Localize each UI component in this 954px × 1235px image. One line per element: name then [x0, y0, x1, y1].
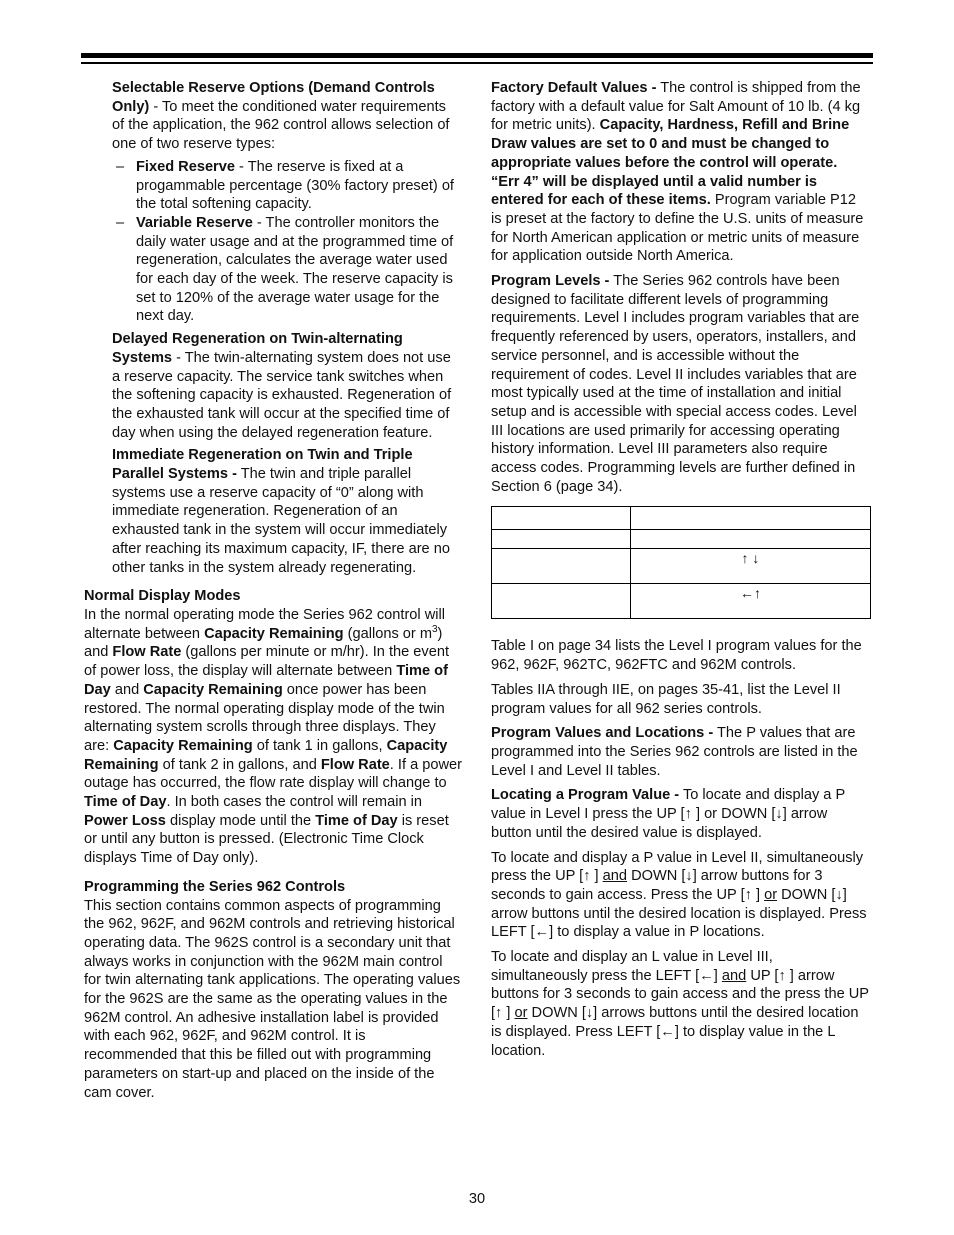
program-values-text: The P values that are programmed into the Series 962 controls are listed in the Level I and Level II tables. — [491, 725, 858, 779]
list-dash: – — [116, 158, 125, 175]
table-cell — [631, 507, 871, 530]
immediate-regeneration-title: Immediate Regeneration on Twin and Triple Parallel Systems - — [112, 447, 413, 483]
delayed-regeneration-text: - The twin-alternating system does not use a reserve capacity. The service tank switches when the softening capacity is exhausted. Regeneration of the exhausted tank will occur at the specified time of day when using the delayed regeneration feature. — [112, 349, 452, 441]
right-column — [491, 79, 869, 1060]
normal-bold: Time of Day — [84, 663, 448, 698]
table-1-reference: Table I on page 34 lists the Level I program values for the 962, 962F, 962TC, 962FTC and 962M controls. — [491, 638, 862, 674]
table-cell — [492, 507, 631, 530]
instruction-text: To locate and display an L value in Level III, simultaneously press the LEFT [←] — [491, 949, 773, 984]
normal-text: of tank 1 in gallons, — [252, 737, 387, 754]
variable-reserve-title: Variable Reserve — [136, 214, 253, 231]
table-cell — [492, 584, 631, 619]
normal-text: display mode until the — [165, 812, 316, 829]
program-levels-text: The Series 962 controls have been designed to facilitate different levels of programming requirements. Level I includes program variables that are frequently referenced by users, operators, installers, and service personnel, and is accessible without the requirement of codes. Level II includes variables that are most typically used at the time of installation and initial setup and is accessible with special access codes. Level III locations are used primarily for accessing operating history information. Level III parameters also require access codes. Programming levels are further defined in Section 6 (page 34). — [491, 273, 860, 495]
programming-text: This section contains common aspects of programming the 962, 962F, and 962M controls and retrieving historical operating data. The 962S control is a secondary unit that always works in conjunction with the 962M main control for twin alternating tank applications. The operating values for the 962S are the same as the operating values in the 962M control. An adhesive installation label is provided with each 962, 962F, and 962M control. It is recommended that this be filled out with programming parameters on start-up and placed on the inside of the cam cover. — [84, 897, 461, 1101]
delayed-regeneration-title: Delayed Regeneration on Twin-alternating Systems — [112, 331, 403, 366]
table-row — [492, 549, 871, 584]
normal-text: In the normal operating mode the Series 962 control will alternate between — [84, 606, 445, 642]
reserve-options-title: Selectable Reserve Options (Demand Controls Only) — [112, 80, 435, 115]
tables-2-reference: Tables IIA through IIE, on pages 35-41, list the Level II program values for all 962 series controls. — [491, 681, 841, 717]
list-dash: – — [116, 214, 125, 231]
variable-reserve-text: - The controller monitors the daily water usage and at the programmed time of regeneration, calculates the average water used for each day of the week. The reserve capacity is set to 120% of the average water usage for the next day. — [136, 214, 454, 325]
locating-value-text: To locate and display a P value in Level I press the UP [↑ ] or DOWN [↓] arrow button until the desired value is displayed. — [491, 787, 845, 841]
instruction-text: To locate and display a P value in Level II, simultaneously press the UP [↑ ] — [491, 849, 864, 885]
superscript: 3 — [431, 623, 438, 635]
programming-section — [84, 878, 462, 1102]
underlined-word: and — [602, 868, 628, 885]
program-values-paragraph — [491, 724, 869, 780]
normal-bold: Capacity Remaining — [204, 625, 344, 642]
instruction-text: DOWN [↓] arrow buttons until the desired location is displayed. Press LEFT [←] to display a value in P locations. — [491, 886, 867, 941]
reserve-options-paragraph — [112, 79, 462, 154]
table-row — [492, 507, 871, 530]
normal-text: once power has been restored. The normal operating display mode of the twin alternating system scrolls through three displays. They are: — [84, 681, 445, 754]
variable-reserve-item — [116, 214, 462, 326]
underlined-word: or — [514, 1005, 528, 1022]
fixed-reserve-text: - The reserve is fixed at a progammable percentage (30% factory preset) of the total softening capacity. — [136, 158, 454, 213]
table-cell — [492, 549, 631, 584]
underlined-word: and — [721, 967, 747, 984]
normal-bold: Time of Day — [84, 794, 167, 811]
normal-display-heading: Normal Display Modes — [84, 588, 241, 605]
delayed-regeneration-paragraph — [112, 330, 462, 442]
factory-defaults-title: Factory Default Values - — [491, 80, 657, 96]
normal-bold: Flow Rate — [320, 756, 390, 773]
program-values-title: Program Values and Locations - — [491, 725, 714, 742]
normal-bold: Capacity Remaining — [113, 737, 253, 754]
immediate-regeneration-text: The twin and triple parallel systems use a reserve capacity of “0” along with immediate regeneration. Regeneration of an exhausted tank in the system will occur immediately after reaching its maximum capacity, IF, there are no other tanks in the system already regenerating. — [112, 466, 450, 576]
factory-defaults-paragraph — [491, 79, 869, 266]
locating-value-paragraph — [491, 786, 869, 842]
normal-bold: Capacity Remaining — [143, 681, 283, 698]
level-2-instructions — [491, 849, 869, 943]
table-cell — [492, 530, 631, 549]
normal-text: (gallons or m — [343, 625, 432, 642]
table-cell — [631, 530, 871, 549]
normal-text: . If a power outage has occurred, the flow rate display will change to — [84, 756, 462, 792]
normal-text: is reset or until any button is pressed. (Electronic Time Clock displays Time of Day only). — [84, 812, 449, 867]
normal-text: ) and — [84, 625, 443, 661]
program-levels-title: Program Levels - — [491, 273, 610, 290]
instruction-text: UP [↑ ] arrow buttons for 3 seconds to gain access and the press the UP [↑ ] — [491, 967, 869, 1022]
instruction-text: DOWN [↓] arrows buttons until the desired location is displayed. Press LEFT [←] to display value in the L location. — [491, 1005, 859, 1059]
page-number: 30 — [468, 1191, 486, 1207]
fixed-reserve-title: Fixed Reserve — [136, 158, 235, 175]
programming-heading: Programming the Series 962 Controls — [84, 878, 346, 895]
normal-bold: Flow Rate — [112, 644, 182, 661]
instruction-text: DOWN [↓] arrow buttons for 3 seconds to gain access. Press the UP [↑ ] — [491, 868, 823, 903]
fixed-reserve-item — [116, 158, 462, 214]
level-3-keys-cell: ←↑ — [631, 584, 871, 619]
level-2-keys-cell: ↑ ↓ — [631, 549, 871, 584]
level-3-instructions — [491, 948, 869, 1060]
locating-value-title: Locating a Program Value - — [491, 787, 680, 804]
header-rule-thin — [81, 62, 873, 64]
normal-text: . In both cases the control will remain in — [166, 794, 422, 811]
table-row — [492, 584, 871, 619]
underlined-word: or — [764, 886, 778, 903]
program-levels-table — [491, 506, 871, 619]
factory-bold-text: Capacity, Hardness, Refill and Brine Draw values are set to 0 and must be changed to appropriate values before the control will operate. “Err 4” will be displayed until a valid number is entered for each of these items. — [491, 117, 850, 209]
normal-bold: Power Loss — [84, 812, 166, 829]
normal-bold: Time of Day — [315, 812, 398, 829]
header-rule-thick — [81, 53, 873, 58]
normal-display-section — [84, 587, 462, 868]
left-column — [84, 79, 462, 1102]
normal-text: and — [110, 681, 144, 698]
factory-text: Program variable P12 is preset at the factory to define the U.S. units of measure for North American application or metric units of measure for application outside North America. — [491, 192, 864, 265]
normal-text: of tank 2 in gallons, and — [158, 756, 321, 773]
normal-bold: Capacity Remaining — [84, 737, 448, 773]
table-row — [492, 530, 871, 549]
immediate-regeneration-paragraph — [112, 446, 462, 577]
factory-text: The control is shipped from the factory with a default value for Salt Amount of 10 lb. (4 kg for metric units). — [491, 80, 861, 134]
normal-text: (gallons per minute or m/hr). In the event of power loss, the display will alternate between — [84, 644, 450, 680]
program-levels-paragraph — [491, 272, 869, 496]
reserve-options-text: - To meet the conditioned water requirements of the application, the 962 control allows selection of one of two reserve types: — [112, 98, 450, 153]
